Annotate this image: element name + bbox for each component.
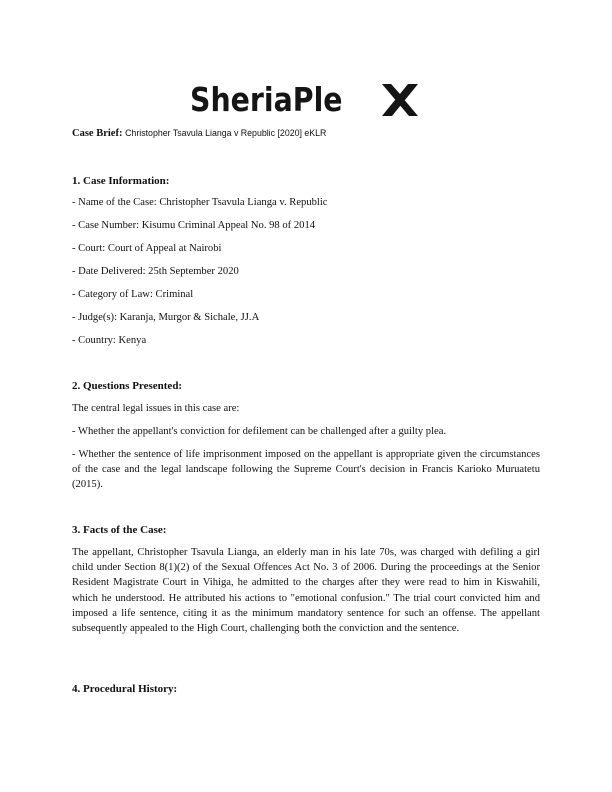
case-info-item: - Category of Law: Criminal — [72, 289, 194, 300]
question-item: - Whether the appellant's conviction for defilement can be challenged after a guilty plea. — [72, 426, 447, 437]
section-heading-questions-presented: 2. Questions Presented: — [72, 380, 183, 392]
case-info-item: - Name of the Case: Christopher Tsavula Lianga v. Republic — [72, 197, 328, 208]
logo-x-mark — [380, 82, 420, 118]
case-info-item: - Country: Kenya — [72, 335, 147, 346]
case-brief-label: Case Brief: — [72, 128, 123, 139]
sheriaplex-logo — [190, 78, 430, 122]
section-heading-procedural-history: 4. Procedural History: — [72, 683, 178, 695]
logo-text: SheriaPle — [190, 80, 343, 119]
questions-intro: The central legal issues in this case are: — [72, 403, 240, 414]
case-info-item: - Date Delivered: 25th September 2020 — [72, 266, 239, 277]
section-heading-facts: 3. Facts of the Case: — [72, 524, 167, 536]
question-item: - Whether the sentence of life imprisonment imposed on the appellant is appropriate given the circumstances of the case and the legal landscape following the Supreme Court's decision in Francis Karioko Muruatetu (2015). — [72, 449, 540, 491]
section-heading-case-information: 1. Case Information: — [72, 175, 170, 187]
case-brief-title — [72, 128, 326, 139]
case-brief-value: Christopher Tsavula Lianga v Republic [2020] eKLR — [125, 128, 327, 138]
facts-paragraph: The appellant, Christopher Tsavula Lianga, an elderly man in his late 70s, was charged with defiling a girl child under Section 8(1)(2) of the Sexual Offences Act No. 3 of 2006. During the proceedings at the Senior Resident Magistrate Court in Vihiga, he admitted to the charges after they were read to him in Kiswahili, which he understood. He attributed his actions to "emotional confusion." The trial court convicted him and imposed a life sentence, citing it as the minimum mandatory sentence for such an offense. The appellant subsequently appealed to the High Court, challenging both the conviction and the sentence. — [72, 547, 540, 635]
case-info-item: - Court: Court of Appeal at Nairobi — [72, 243, 222, 254]
case-info-item: - Case Number: Kisumu Criminal Appeal No. 98 of 2014 — [72, 220, 316, 231]
case-info-item: - Judge(s): Karanja, Murgor & Sichale, JJ.A — [72, 312, 260, 323]
